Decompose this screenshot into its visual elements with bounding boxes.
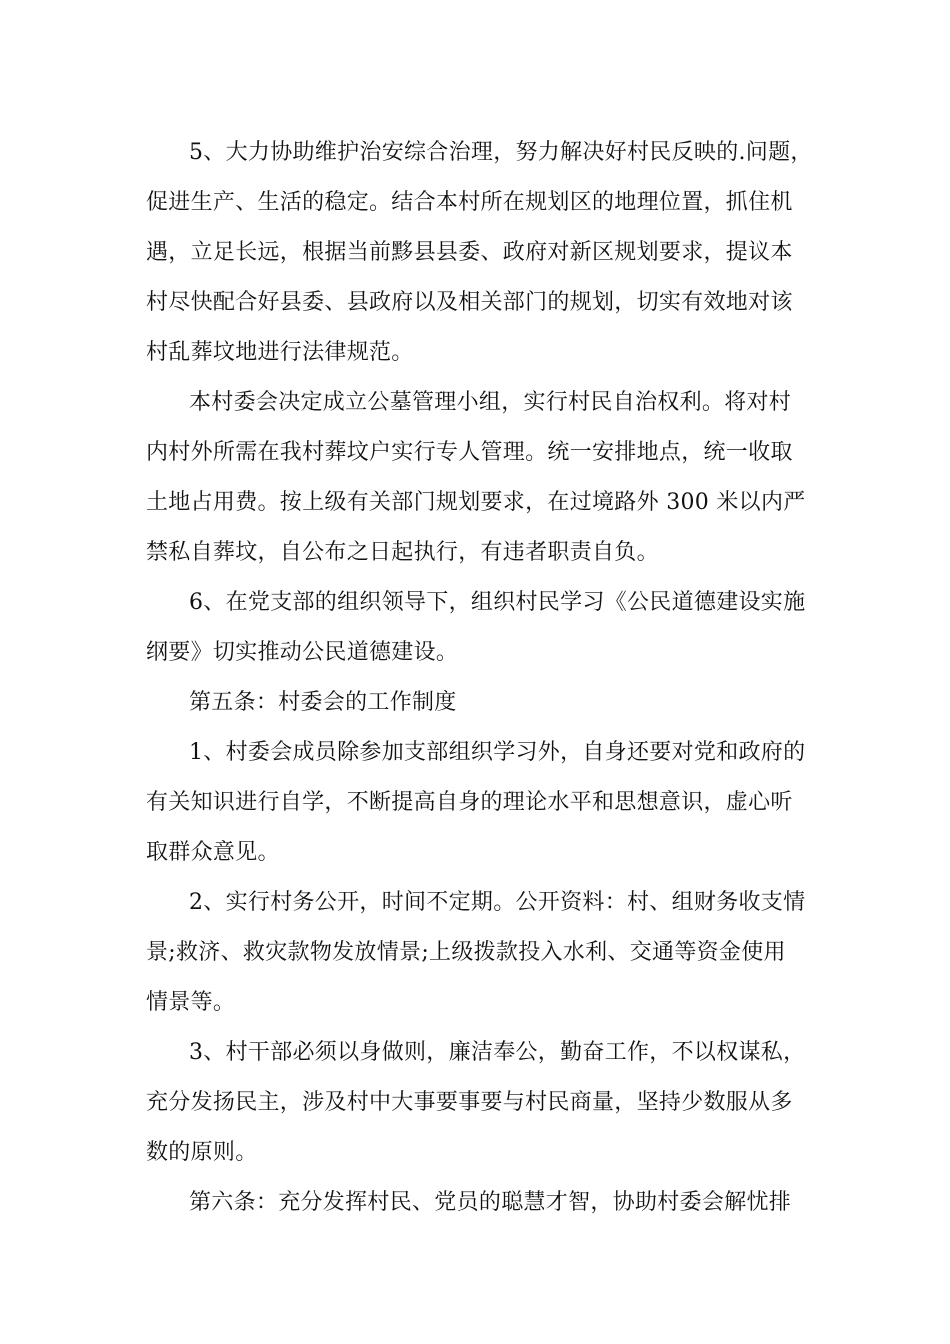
- text-line: 6、在党支部的组织领导下，组织村民学习《公民道德建设实施: [189, 590, 806, 615]
- text-line: 纲要》切实推动公民道德建设。: [146, 640, 459, 665]
- text-line: 遇，立足长远，根据当前黟县县委、政府对新区规划要求，提议本: [146, 240, 793, 265]
- text-line: 5、大力协助维护治安综合治理，努力解决好村民反映的.问题，: [189, 140, 813, 165]
- text-line: 本村委会决定成立公墓管理小组，实行村民自治权利。将对村: [189, 390, 792, 415]
- text-line: 景;救济、救灾款物发放情景;上级拨款投入水利、交通等资金使用: [146, 940, 786, 965]
- text-line: 3、村干部必须以身做则，廉洁奉公，勤奋工作，不以权谋私，: [189, 1040, 806, 1065]
- text-line: 数的原则。: [146, 1140, 258, 1165]
- text-line: 2、实行村务公开，时间不定期。公开资料：村、组财务收支情: [189, 890, 806, 915]
- text-line: 促进生产、生活的稳定。结合本村所在规划区的地理位置，抓住机: [146, 190, 793, 215]
- text-line: 有关知识进行自学，不断提高自身的理论水平和思想意识，虚心听: [146, 790, 793, 815]
- text-line: 村尽快配合好县委、县政府以及相关部门的规划，切实有效地对该: [146, 290, 793, 315]
- text-line: 情景等。: [146, 990, 236, 1015]
- text-line: 1、村委会成员除参加支部组织学习外，自身还要对党和政府的: [189, 740, 806, 765]
- text-line: 村乱葬坟地进行法律规范。: [146, 340, 414, 365]
- text-line: 内村外所需在我村葬坟户实行专人管理。统一安排地点，统一收取: [146, 440, 793, 465]
- section-heading: 第六条：充分发挥村民、党员的聪慧才智，协助村委会解忧排: [189, 1190, 792, 1215]
- text-line: 土地占用费。按上级有关部门规划要求，在过境路外 300 米以内严: [146, 490, 806, 515]
- text-line: 禁私自葬坟，自公布之日起执行，有违者职责自负。: [146, 540, 659, 565]
- section-heading: 第五条：村委会的工作制度: [189, 690, 457, 715]
- text-line: 充分发扬民主，涉及村中大事要事要与村民商量，坚持少数服从多: [146, 1090, 793, 1115]
- text-line: 取群众意见。: [146, 840, 280, 865]
